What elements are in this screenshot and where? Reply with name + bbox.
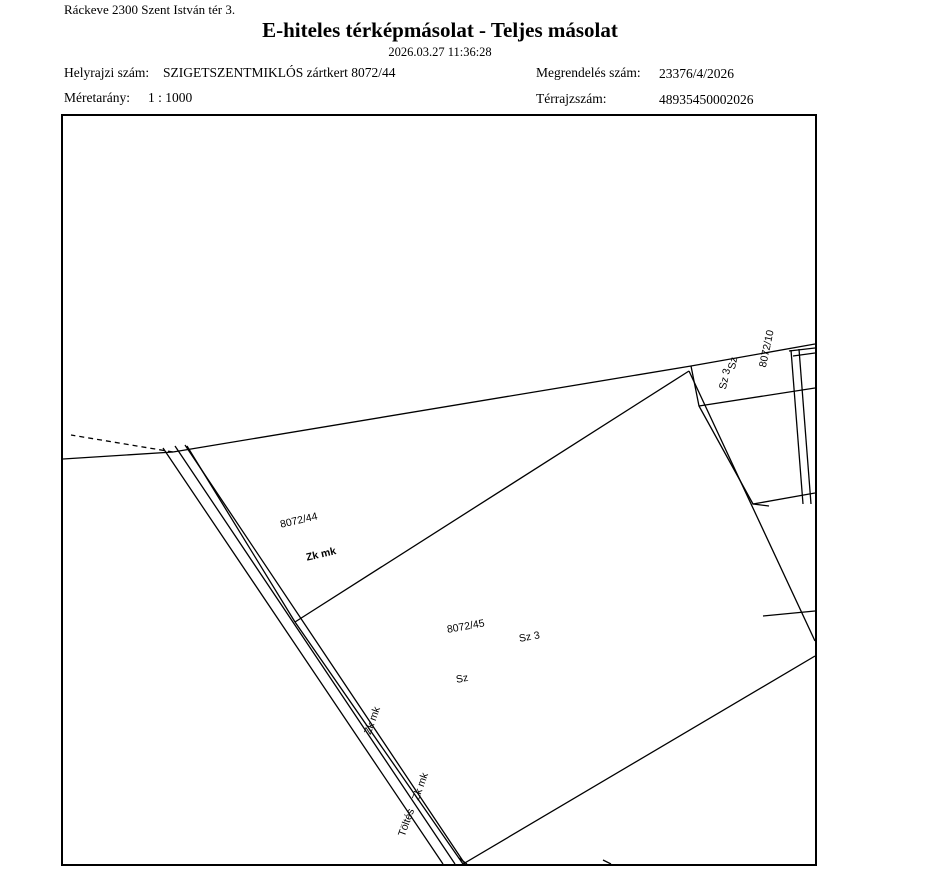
road-edge-third <box>185 445 465 864</box>
parcel-8072-45-south-edge <box>463 656 815 864</box>
issuing-office: Ráckeve 2300 Szent István tér 3. <box>64 2 236 17</box>
map-label-parcel-8072-44: 8072/44 <box>279 510 319 531</box>
map-label-landuse-sz-8072-10: Sz <box>726 356 741 371</box>
parcel-north-east-edge-b <box>793 353 815 356</box>
map-label-road-toltes: Töltés <box>396 807 418 839</box>
parcel-number-label: Helyrajzi szám: <box>64 65 150 80</box>
cadastral-map-frame <box>61 114 817 866</box>
parcel-8072-10-stub <box>753 504 769 506</box>
map-label-landuse-sz-3-8072-10: Sz 3 <box>717 367 734 391</box>
map-label-parcel-8072-10: 8072/10 <box>757 328 777 369</box>
map-label-landuse-sz-3-8072-45: Sz 3 <box>518 629 541 645</box>
map-label-landuse-zk-mk-8072-44: Zk mk <box>305 545 338 564</box>
boundary-north-dashed <box>71 435 173 452</box>
map-number-label: Térrajzszám: <box>536 91 607 106</box>
parcel-east-small-edge <box>763 611 815 616</box>
boundary-west-edge <box>63 452 173 459</box>
map-label-parcel-8072-45: 8072/45 <box>446 617 486 636</box>
scale-label: Méretarány: <box>64 90 130 105</box>
parcel-8072-10-outline <box>691 366 815 504</box>
road-edge-left <box>163 448 443 864</box>
map-label-road-zk-mk-lower: Zk mk <box>410 771 432 803</box>
parcel-8072-44-west-edge <box>187 446 295 622</box>
map-number-value: 48935450002026 <box>659 92 754 107</box>
order-number-label: Megrendelés szám: <box>536 65 641 80</box>
road-edge-right <box>175 446 455 864</box>
issue-datetime: 2026.03.27 11:36:28 <box>388 45 492 59</box>
parcel-8072-10-divider <box>699 388 815 406</box>
page-title: E-hiteles térképmásolat - Teljes másolat <box>262 18 618 42</box>
parcel-number-value: SZIGETSZENTMIKLÓS zártkert 8072/44 <box>163 65 396 80</box>
parcel-divider-44-45 <box>295 371 689 622</box>
parcel-bottom-tick <box>603 860 611 864</box>
map-label-road-zk-mk-upper: Zk mk <box>362 705 384 737</box>
map-label-landuse-sz-8072-45: Sz <box>455 671 470 686</box>
order-number-value: 23376/4/2026 <box>659 66 735 81</box>
cadastral-map-drawing <box>63 116 815 864</box>
scale-value: 1 : 1000 <box>148 90 193 105</box>
parcel-8072-45-west-edge <box>295 622 463 864</box>
